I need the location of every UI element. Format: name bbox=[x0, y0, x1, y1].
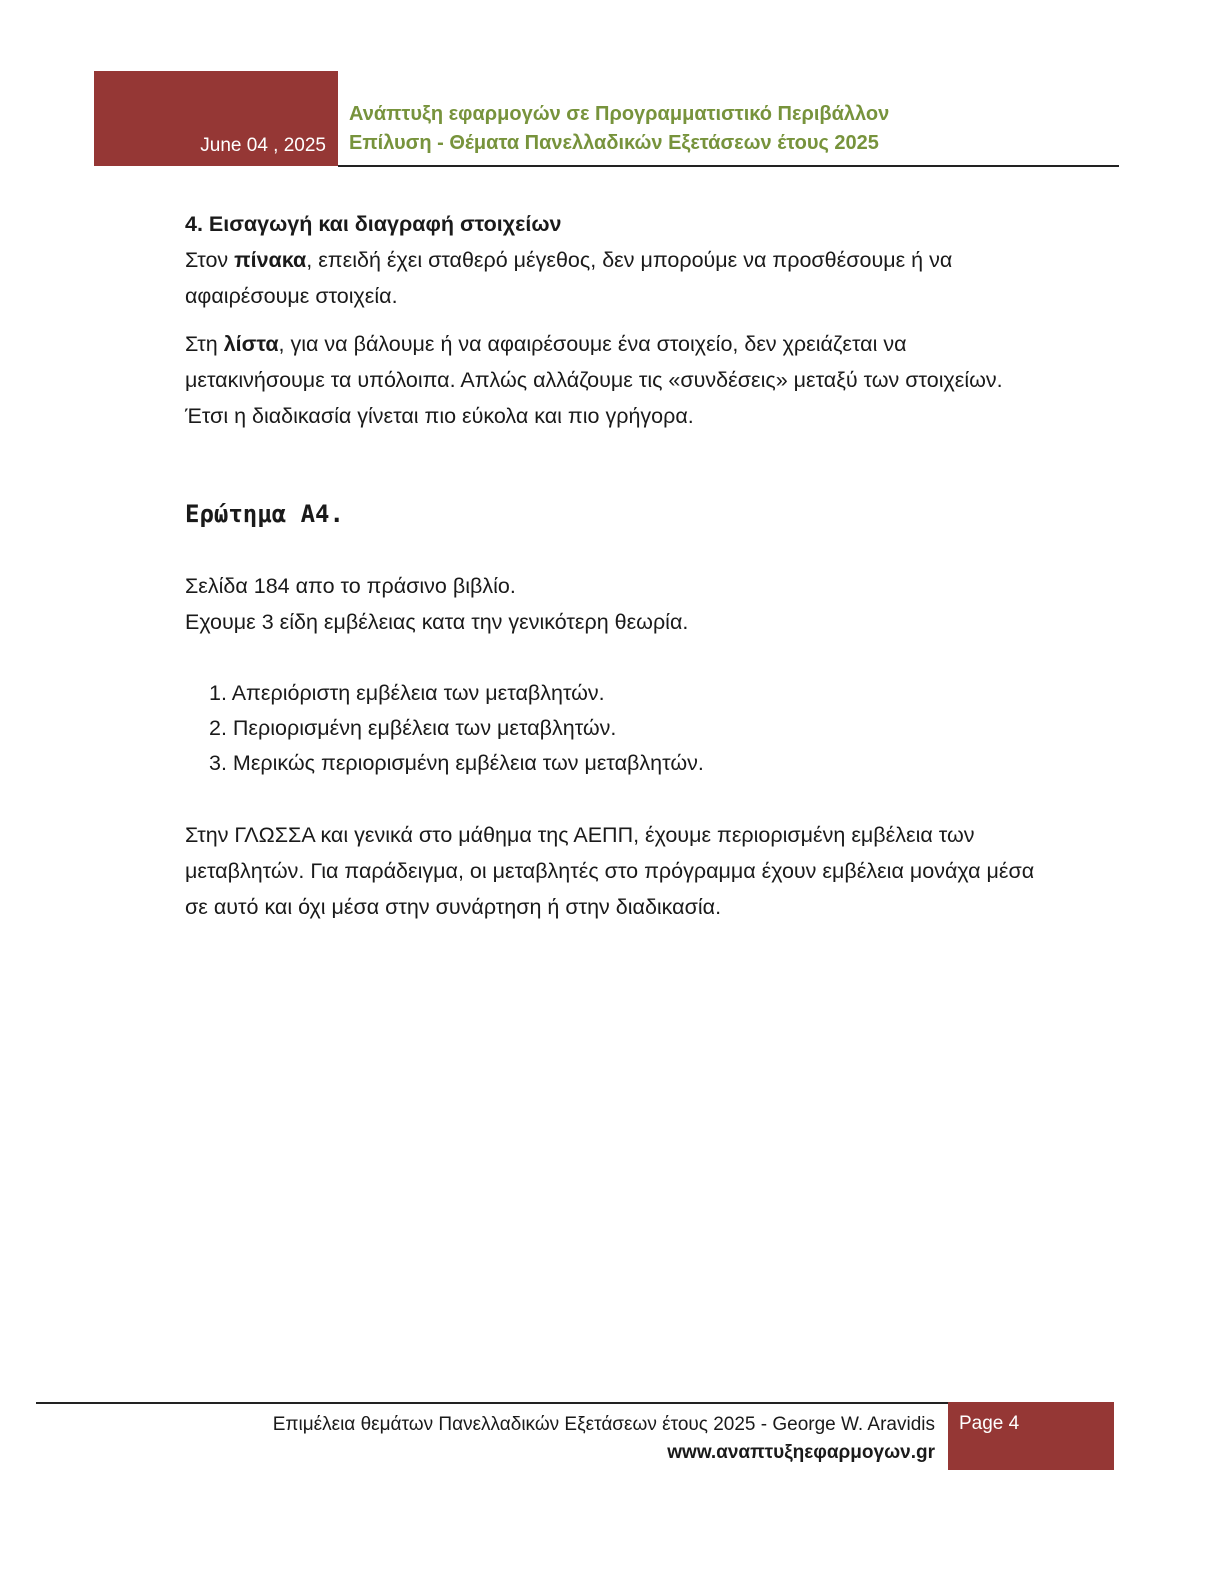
footer-credit: Επιμέλεια θεμάτων Πανελλαδικών Εξετάσεων έτους 2025 - George W. Aravidis bbox=[272, 1414, 935, 1435]
document-body bbox=[185, 206, 1045, 925]
page-number: Page 4 bbox=[959, 1413, 1020, 1434]
header-date: June 04 , 2025 bbox=[200, 135, 326, 156]
bold-term: πίνακα bbox=[234, 248, 307, 272]
question-heading: Ερώτημα Α4. bbox=[185, 500, 344, 528]
header-date-box bbox=[94, 71, 338, 166]
list-item: 2. Περιορισμένη εμβέλεια των μεταβλητών. bbox=[209, 716, 617, 740]
list-item: 3. Μερικώς περιορισμένη εμβέλεια των μεταβλητών. bbox=[209, 751, 704, 775]
footer-rule bbox=[36, 1402, 948, 1404]
header-title-line1: Ανάπτυξη εφαρμογών σε Προγραμματιστικό Περιβάλλον bbox=[349, 103, 890, 125]
footer-text bbox=[273, 1411, 935, 1467]
paragraph-list bbox=[185, 326, 1045, 434]
paragraph-text: , για να βάλουμε ή να αφαιρέσουμε ένα στοιχείο, δεν χρειάζεται να μετακινήσουμε τα υπόλοιπα. Απλώς αλλάζουμε τις «συνδέσεις» μεταξύ των στοιχείων. Έτσι η διαδικασία γίνεται πιο εύκολα και πιο γρήγορα. bbox=[185, 332, 1003, 428]
footer-page-box bbox=[948, 1402, 1114, 1470]
list-item: 1. Απεριόριστη εμβέλεια των μεταβλητών. bbox=[209, 681, 605, 705]
section-heading: 4. Εισαγωγή και διαγραφή στοιχείων bbox=[185, 212, 562, 236]
closing-paragraph: Στην ΓΛΩΣΣΑ και γενικά στο μάθημα της ΑΕΠΠ, έχουμε περιορισμένη εμβέλεια των μεταβλητών. Για παράδειγμα, οι μεταβλητές στο πρόγραμμα έχουν εμβέλεια μονάχα μέσα σε αυτό και όχι μέσα στην συνάρτηση ή στην διαδικασία. bbox=[185, 823, 1035, 919]
scope-list bbox=[185, 676, 1045, 781]
paragraph-array bbox=[185, 242, 1045, 314]
intro-line-1: Σελίδα 184 απο το πράσινο βιβλίο. bbox=[185, 574, 516, 598]
paragraph-text: Στη bbox=[185, 332, 224, 356]
paragraph-text: Στον bbox=[185, 248, 235, 272]
bold-term: λίστα bbox=[223, 332, 279, 356]
footer-url: www.αναπτυξηεφαρμογων.gr bbox=[667, 1442, 935, 1463]
intro-line-2: Εχουμε 3 είδη εμβέλειας κατα την γενικότερη θεωρία. bbox=[185, 610, 689, 634]
header-title-line2: Επίλυση - Θέματα Πανελλαδικών Εξετάσεων έτους 2025 bbox=[349, 132, 879, 154]
header-rule bbox=[338, 165, 1119, 167]
paragraph-text: , επειδή έχει σταθερό μέγεθος, δεν μπορούμε να προσθέσουμε ή να αφαιρέσουμε στοιχεία. bbox=[185, 248, 953, 308]
